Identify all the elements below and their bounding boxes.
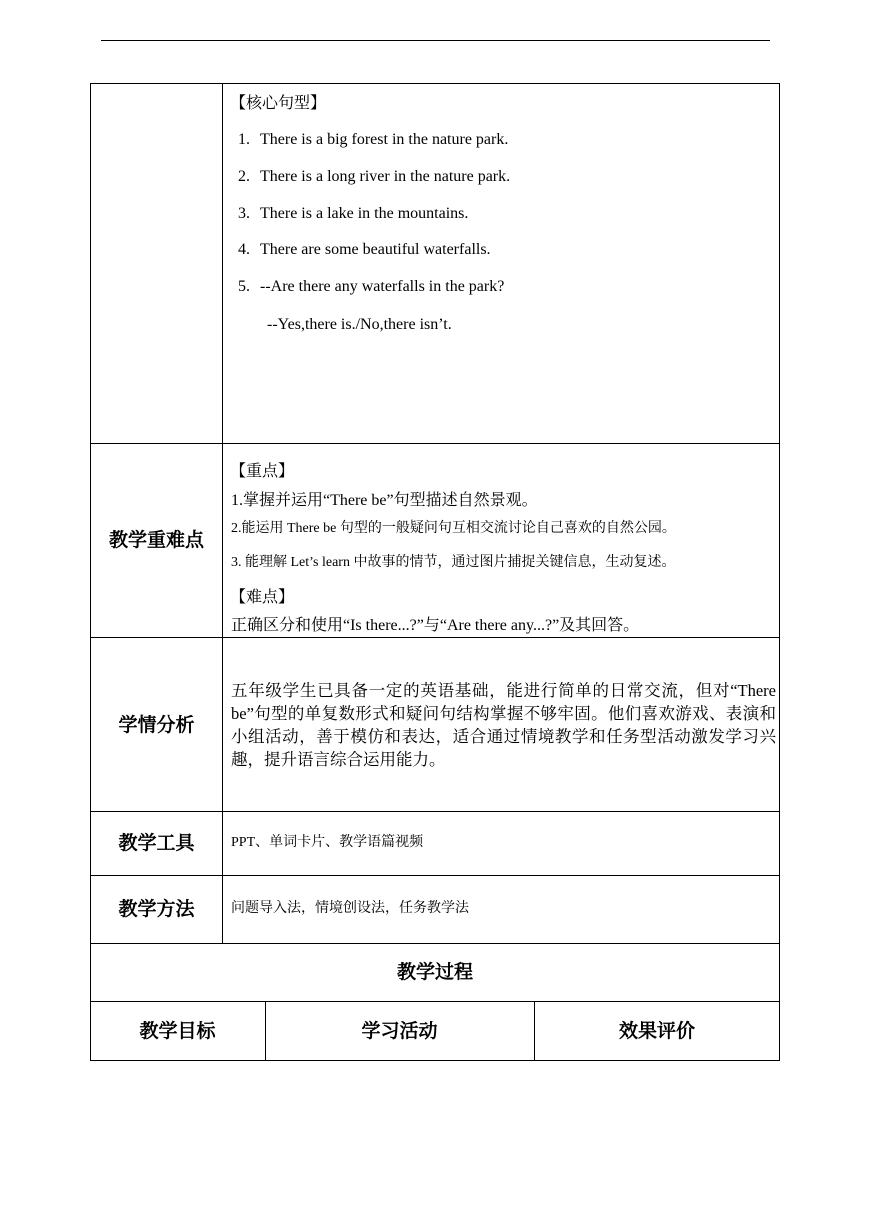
focus-heading: 【重点】 xyxy=(230,463,295,480)
teaching-tools-text: PPT、单词卡片、教学语篇视频 xyxy=(231,835,424,850)
label-column-divider xyxy=(222,83,223,943)
teaching-tools-label: 教学工具 xyxy=(118,832,195,854)
sentence-text: There is a lake in the mountains. xyxy=(260,205,469,222)
sentence-text: There is a long river in the nature park. xyxy=(260,168,511,185)
sentence-number: 5. xyxy=(238,278,250,295)
sentence-number: 3. xyxy=(238,205,250,222)
sentence-answer: --Yes,there is./No,there isn’t. xyxy=(267,316,452,333)
teaching-methods-text: 问题导入法，情境创设法，任务教学法 xyxy=(231,901,469,916)
sentence-number: 2. xyxy=(238,168,250,185)
difficulty-heading: 【难点】 xyxy=(230,589,295,606)
student-analysis-text: 五年级学生已具备一定的英语基础，能进行简单的日常交流，但对“There be”句型的单复数形式和疑问句结构掌握不够牢固。他们喜欢游戏、表演和小组活动，善于模仿和表达，适合通过情境教学和任务型活动激发学习兴趣，提升语言综合运用能力。 xyxy=(231,681,776,769)
row-divider xyxy=(90,811,780,812)
core-sentences-heading: 【核心句型】 xyxy=(230,95,327,112)
row-divider xyxy=(90,1001,780,1002)
teaching-process-title: 教学过程 xyxy=(396,961,473,983)
focus-item: 3. 能理解 Let’s learn 中故事的情节，通过图片捕捉关键信息，生动复述。 xyxy=(231,555,676,570)
row-divider xyxy=(90,443,780,444)
sentence-text: There are some beautiful waterfalls. xyxy=(260,241,491,258)
sentence-number: 1. xyxy=(238,131,250,148)
student-analysis-label: 学情分析 xyxy=(118,714,195,736)
sentence-text: --Are there any waterfalls in the park? xyxy=(260,278,505,295)
column-header-objective: 教学目标 xyxy=(139,1020,216,1042)
sentence-text: There is a big forest in the nature park. xyxy=(260,131,509,148)
focus-item: 2.能运用 There be 句型的一般疑问句互相交流讨论自己喜欢的自然公园。 xyxy=(231,521,676,536)
sentence-number: 4. xyxy=(238,241,250,258)
focus-item: 1.掌握并运用“There be”句型描述自然景观。 xyxy=(231,492,538,509)
key-points-label: 教学重难点 xyxy=(108,529,204,551)
row-divider xyxy=(90,637,780,638)
row-divider xyxy=(90,875,780,876)
column-header-evaluation: 效果评价 xyxy=(618,1020,695,1042)
row-divider xyxy=(90,943,780,944)
column-header-activity: 学习活动 xyxy=(361,1020,438,1042)
teaching-methods-label: 教学方法 xyxy=(118,898,195,920)
header-rule xyxy=(101,40,770,41)
difficulty-text: 正确区分和使用“Is there...?”与“Are there any...?”及其回答。 xyxy=(231,617,640,634)
